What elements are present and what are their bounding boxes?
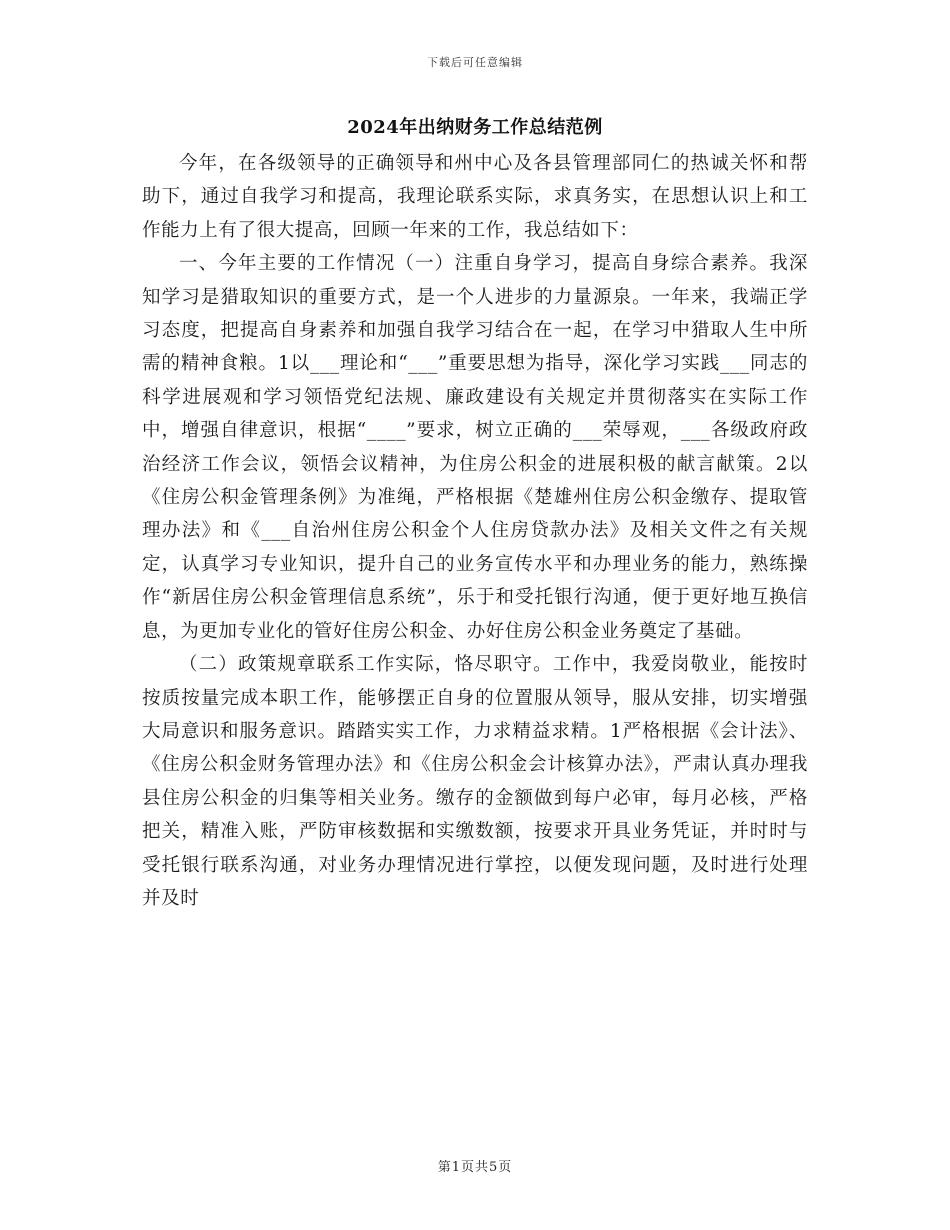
header-note: 下载后可任意编辑 <box>427 56 523 69</box>
document-body <box>142 147 808 915</box>
page-number: 第1页共5页 <box>437 1160 513 1175</box>
paragraph-section-one: 一、今年主要的工作情况（一）注重自身学习，提高自身综合素养。我深知学习是猎取知识的重要方式，是一个人进步的力量源泉。一年来，我端正学习态度，把提高自身素养和加强自我学习结合在一起，在学习中猎取人生中所需的精神食粮。1以___理论和“___”重要思想为指导，深化学习实践___同志的科学进展观和学习领悟党纪法规、廉政建设有关规定并贯彻落实在实际工作中，增强自律意识，根据“____”要求，树立正确的___荣辱观，___各级政府政治经济工作会议，领悟会议精神，为住房公积金的进展积极的献言献策。2以《住房公积金管理条例》为准绳，严格根据《楚雄州住房公积金缴存、提取管理办法》和《___自治州住房公积金个人住房贷款办法》及相关文件之有关规定，认真学习专业知识，提升自己的业务宣传水平和办理业务的能力，熟练操作“新居住房公积金管理信息系统”，乐于和受托银行沟通，便于更好地互换信息，为更加专业化的管好住房公积金、办好住房公积金业务奠定了基础。 <box>142 253 808 642</box>
document-title: 2024年出纳财务工作总结范例 <box>347 117 603 138</box>
paragraph-intro: 今年，在各级领导的正确领导和州中心及各县管理部同仁的热诚关怀和帮助下，通过自我学习和提高，我理论联系实际，求真务实，在思想认识上和工作能力上有了很大提高，回顾一年来的工作，我总结如下： <box>142 153 808 241</box>
paragraph-section-two: （二）政策规章联系工作实际，恪尽职守。工作中，我爱岗敬业，能按时按质按量完成本职工作，能够摆正自身的位置服从领导，服从安排，切实增强大局意识和服务意识。踏踏实实工作，力求精益求精。1严格根据《会计法》、《住房公积金财务管理办法》和《住房公积金会计核算办法》，严肃认真办理我县住房公积金的归集等相关业务。缴存的金额做到每户必审，每月必核，严格把关，精准入账，严防审核数据和实缴数额，按要求开具业务凭证，并时时与受托银行联系沟通，对业务办理情况进行掌控，以便发现问题，及时进行处理并及时 <box>142 654 808 909</box>
